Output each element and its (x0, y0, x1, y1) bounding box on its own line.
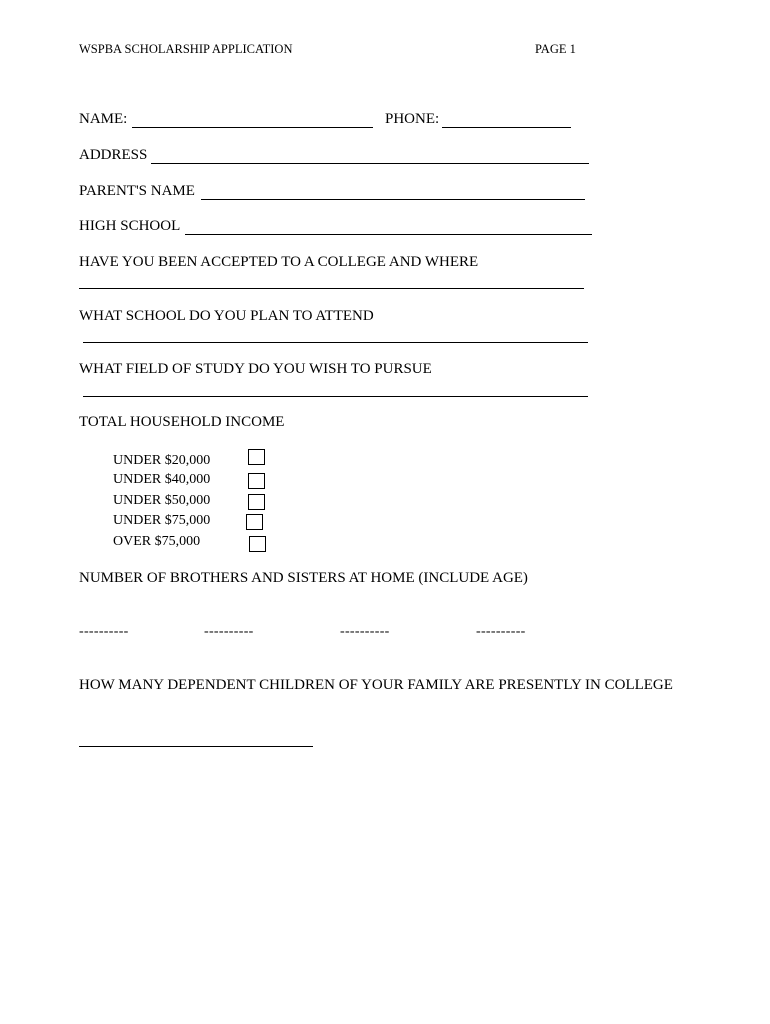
income-option-label: UNDER $40,000 (113, 472, 211, 487)
income-under-40000-checkbox[interactable] (248, 473, 265, 489)
dependents-answer-field[interactable] (79, 746, 313, 747)
high-school-label: HIGH SCHOOL (79, 218, 181, 234)
income-option-label: UNDER $50,000 (113, 493, 211, 508)
income-question: TOTAL HOUSEHOLD INCOME (79, 414, 285, 430)
siblings-question: NUMBER OF BROTHERS AND SISTERS AT HOME (INCLUDE AGE) (79, 570, 528, 586)
phone-label: PHONE: (385, 111, 440, 127)
parents-name-field[interactable] (201, 199, 585, 200)
accepted-question: HAVE YOU BEEN ACCEPTED TO A COLLEGE AND WHERE (79, 254, 479, 270)
accepted-answer-field[interactable] (79, 288, 584, 289)
sibling-blank[interactable]: ---------- (79, 624, 129, 639)
address-label: ADDRESS (79, 147, 148, 163)
plan-attend-answer-field[interactable] (83, 342, 588, 343)
sibling-blank[interactable]: ---------- (476, 624, 526, 639)
name-field[interactable] (132, 127, 373, 128)
sibling-blank[interactable]: ---------- (204, 624, 254, 639)
income-option-label: UNDER $75,000 (113, 513, 211, 528)
plan-attend-question: WHAT SCHOOL DO YOU PLAN TO ATTEND (79, 308, 374, 324)
income-under-50000-checkbox[interactable] (248, 494, 265, 510)
income-under-75000-checkbox[interactable] (246, 514, 263, 530)
parents-name-label: PARENT'S NAME (79, 183, 195, 199)
phone-field[interactable] (442, 127, 571, 128)
form-title: WSPBA SCHOLARSHIP APPLICATION (79, 42, 293, 56)
dependents-question: HOW MANY DEPENDENT CHILDREN OF YOUR FAMILY ARE PRESENTLY IN COLLEGE (79, 677, 673, 693)
field-of-study-question: WHAT FIELD OF STUDY DO YOU WISH TO PURSUE (79, 361, 432, 377)
income-option-label: UNDER $20,000 (113, 453, 211, 468)
page-number: PAGE 1 (535, 42, 576, 56)
name-label: NAME: (79, 111, 128, 127)
address-field[interactable] (151, 163, 589, 164)
high-school-field[interactable] (185, 234, 592, 235)
field-of-study-answer-field[interactable] (83, 396, 588, 397)
sibling-blank[interactable]: ---------- (340, 624, 390, 639)
income-over-75000-checkbox[interactable] (249, 536, 266, 552)
income-under-20000-checkbox[interactable] (248, 449, 265, 465)
income-option-label: OVER $75,000 (113, 534, 201, 549)
